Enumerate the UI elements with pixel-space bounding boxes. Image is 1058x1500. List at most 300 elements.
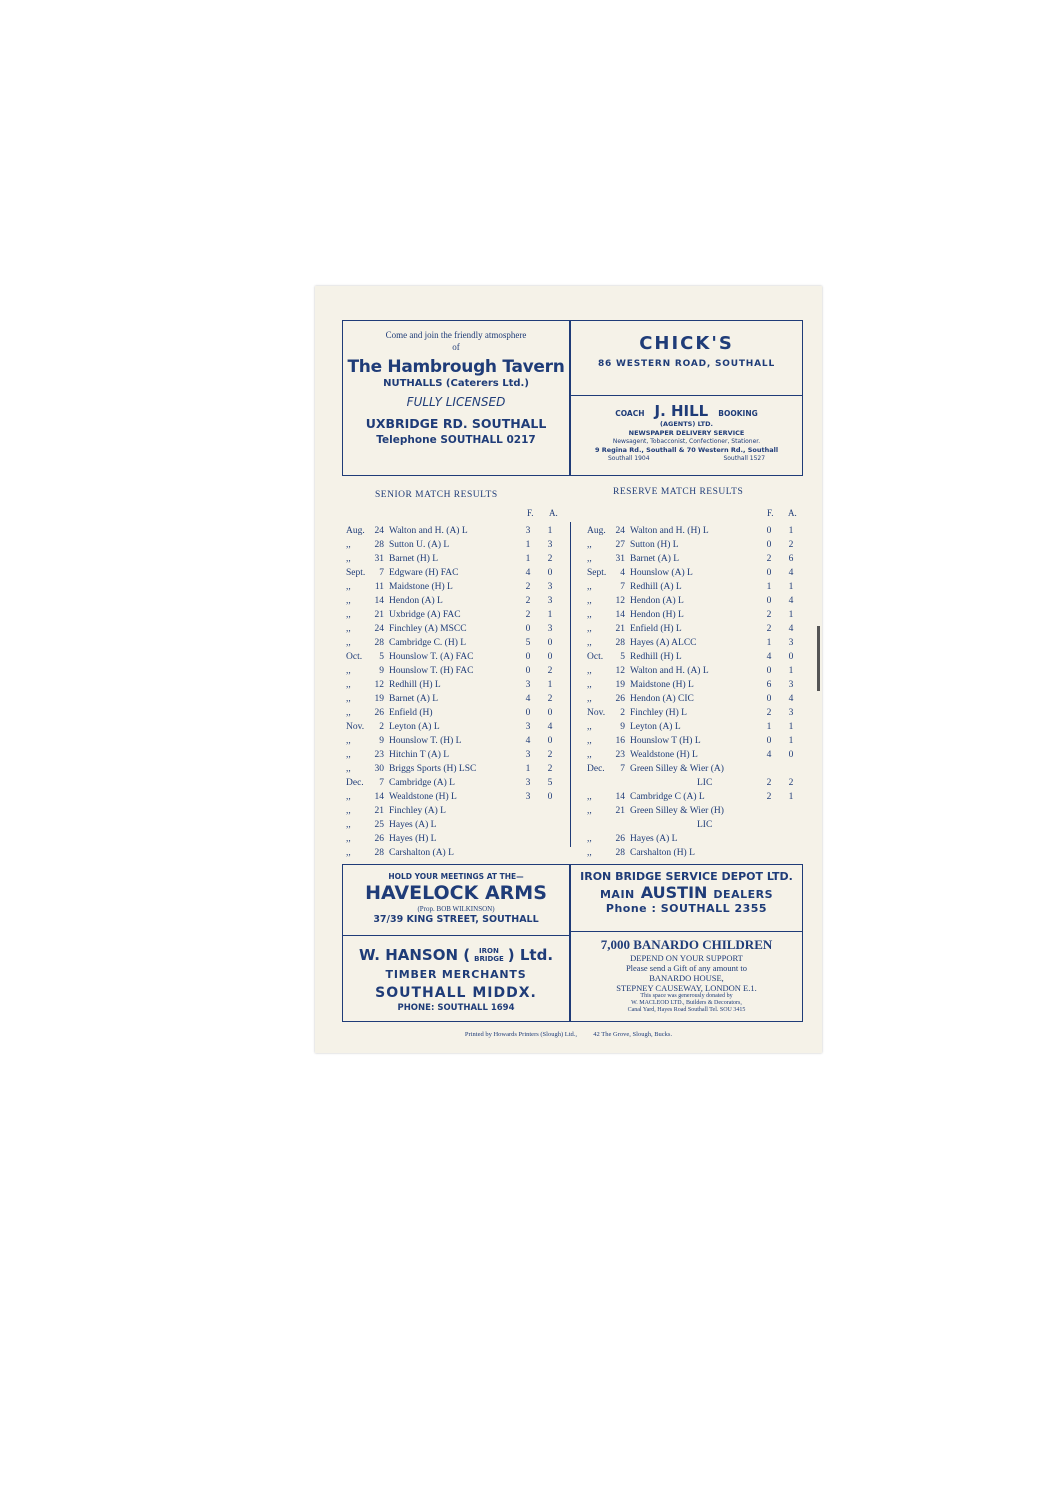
- result-opponent: Barnet (A) L: [630, 554, 680, 564]
- result-opponent: Wealdstone (H) L: [389, 792, 457, 802]
- result-goals-against: 1: [788, 610, 794, 620]
- hill-booking: BOOKING: [718, 409, 758, 418]
- result-goals-against: 0: [547, 792, 553, 802]
- reserve-result-row: [587, 832, 809, 846]
- printer-address: 42 The Grove, Slough, Bucks.: [593, 1031, 673, 1038]
- tavern-intro-line1: Come and join the friendly atmosphere: [385, 330, 527, 340]
- result-goals-against: 2: [547, 694, 553, 704]
- result-opponent: Finchley (A) L: [389, 806, 446, 816]
- tavern-intro: [343, 329, 569, 353]
- result-month: ,,: [587, 694, 592, 704]
- result-goals-against: 2: [547, 554, 553, 564]
- result-goals-against: 3: [788, 638, 794, 648]
- result-month: ,,: [587, 666, 592, 676]
- result-goals-against: 0: [547, 708, 553, 718]
- hill-name: J. HILL: [654, 402, 709, 420]
- result-goals-against: 1: [788, 526, 794, 536]
- result-month: ,,: [587, 834, 592, 844]
- hanson-bridge: BRIDGE: [474, 955, 504, 963]
- senior-f-header: F.: [527, 508, 534, 518]
- page-fold-mark: [817, 626, 820, 691]
- hanson-trade: TIMBER MERCHANTS: [385, 968, 527, 981]
- reserve-result-row: [587, 790, 809, 804]
- result-day: 14: [615, 610, 625, 620]
- banardo-line4: STEPNEY CAUSEWAY, LONDON E.1.: [616, 983, 757, 993]
- reserve-result-row: [587, 692, 809, 706]
- printer-name: Printed by Howards Printers (Slough) Ltd.,: [464, 1031, 578, 1038]
- result-goals-against: 6: [788, 554, 794, 564]
- result-day: 12: [615, 666, 625, 676]
- result-month: ,,: [346, 680, 351, 690]
- result-goals-against: 1: [788, 582, 794, 592]
- result-opponent: Briggs Sports (H) LSC: [389, 764, 477, 774]
- result-day: 7: [620, 582, 625, 592]
- result-opponent: Barnet (H) L: [389, 554, 439, 564]
- senior-result-row: [346, 636, 568, 650]
- result-day: 28: [615, 638, 625, 648]
- reserve-result-row: [587, 650, 809, 664]
- reserve-result-row: [587, 804, 809, 818]
- result-month: ,,: [587, 722, 592, 732]
- result-goals-for: 2: [525, 610, 531, 620]
- result-month: ,,: [587, 736, 592, 746]
- result-goals-for: 1: [525, 764, 531, 774]
- senior-result-row: [346, 818, 568, 832]
- result-goals-for: 0: [766, 694, 772, 704]
- senior-result-row: [346, 790, 568, 804]
- result-opponent: Walton and H. (A) L: [630, 666, 709, 676]
- result-opponent: Carshalton (H) L: [630, 848, 695, 858]
- result-goals-for: 0: [525, 666, 531, 676]
- havelock-address: 37/39 KING STREET, SOUTHALL: [373, 914, 539, 925]
- result-goals-for: 0: [525, 708, 531, 718]
- result-opponent: Wealdstone (H) L: [630, 750, 698, 760]
- reserve-result-row: [587, 566, 809, 580]
- result-day: 5: [379, 652, 384, 662]
- result-opponent: Cambridge C (A) L: [630, 792, 705, 802]
- result-day: 31: [615, 554, 625, 564]
- result-opponent: Hayes (A) ALCC: [630, 638, 697, 648]
- result-opponent: Leyton (A) L: [389, 722, 440, 732]
- reserve-result-row: [587, 622, 809, 636]
- hill-coach: COACH: [615, 409, 645, 418]
- senior-result-row: [346, 720, 568, 734]
- result-month: ,,: [587, 554, 592, 564]
- result-month: Aug.: [346, 526, 365, 536]
- result-goals-against: 4: [788, 596, 794, 606]
- reserve-a-header: A.: [788, 508, 797, 518]
- reserve-result-row: [587, 636, 809, 650]
- reserve-result-row: [587, 734, 809, 748]
- tavern-address: UXBRIDGE RD. SOUTHALL: [365, 416, 547, 431]
- result-goals-against: 3: [547, 582, 553, 592]
- banardo-small1: This space was generously donated by: [640, 993, 733, 999]
- result-month: Oct.: [346, 652, 363, 662]
- result-month: ,,: [346, 694, 351, 704]
- result-continuation: LIC: [697, 820, 713, 830]
- havelock-prop: (Prop. BOB WILKINSON): [417, 905, 495, 913]
- result-day: 24: [615, 526, 625, 536]
- senior-result-row: [346, 608, 568, 622]
- result-day: 24: [374, 526, 384, 536]
- result-goals-for: 1: [766, 638, 772, 648]
- senior-result-row: [346, 664, 568, 678]
- result-month: ,,: [346, 806, 351, 816]
- result-month: ,,: [587, 680, 592, 690]
- iron-bridge-name: IRON BRIDGE SERVICE DEPOT LTD.: [580, 870, 793, 883]
- result-day: 2: [379, 722, 384, 732]
- result-continuation: LIC: [697, 778, 713, 788]
- result-month: ,,: [587, 624, 592, 634]
- chicks-address: 86 WESTERN ROAD, SOUTHALL: [598, 359, 775, 369]
- result-goals-for: 6: [766, 680, 772, 690]
- senior-result-row: [346, 678, 568, 692]
- result-month: Sept.: [587, 568, 607, 578]
- result-day: 2: [620, 708, 625, 718]
- result-day: 21: [615, 806, 625, 816]
- austin-main: MAIN: [599, 888, 635, 901]
- result-opponent: Cambridge (A) L: [389, 778, 455, 788]
- result-day: 14: [374, 596, 384, 606]
- result-month: ,,: [346, 708, 351, 718]
- banardo-line2: Please send a Gift of any amount to: [625, 963, 748, 973]
- tavern-caterer: NUTHALLS (Caterers Ltd.): [383, 378, 529, 389]
- senior-result-row: [346, 692, 568, 706]
- result-month: Nov.: [346, 722, 365, 732]
- result-goals-against: 2: [788, 540, 794, 550]
- hill-trades: Newsagent, Tobacconist, Confectioner, Stationer.: [612, 438, 761, 445]
- result-goals-against: 0: [547, 652, 553, 662]
- chicks-name: CHICK'S: [639, 333, 734, 354]
- hill-phone-2: Southall 1527: [723, 455, 766, 462]
- result-goals-for: 5: [525, 638, 531, 648]
- reserve-result-row: [587, 552, 809, 566]
- result-day: 5: [620, 652, 625, 662]
- result-month: ,,: [346, 540, 351, 550]
- result-day: 9: [620, 722, 625, 732]
- result-opponent: Redhill (A) L: [630, 582, 682, 592]
- result-day: 7: [379, 778, 384, 788]
- result-goals-for: 3: [525, 680, 531, 690]
- hanson-town: SOUTHALL MIDDX.: [375, 985, 537, 1001]
- result-goals-for: 0: [766, 540, 772, 550]
- result-day: 26: [374, 708, 384, 718]
- result-month: ,,: [587, 540, 592, 550]
- result-day: 9: [379, 666, 384, 676]
- senior-result-row: [346, 650, 568, 664]
- result-goals-against: 1: [788, 736, 794, 746]
- result-goals-for: 1: [766, 722, 772, 732]
- result-goals-against: 1: [788, 722, 794, 732]
- result-month: Nov.: [587, 708, 606, 718]
- senior-result-row: [346, 804, 568, 818]
- result-month: ,,: [346, 582, 351, 592]
- result-opponent: Hayes (A) L: [630, 834, 678, 844]
- j-hill-ad: [570, 395, 803, 476]
- iron-bridge-phone: Phone : SOUTHALL 2355: [605, 902, 768, 915]
- reserve-result-row: [587, 538, 809, 552]
- result-goals-against: 2: [788, 778, 794, 788]
- havelock-name: HAVELOCK ARMS: [365, 882, 547, 904]
- result-day: 21: [615, 624, 625, 634]
- reserve-result-row: [587, 580, 809, 594]
- result-opponent: Edgware (H) FAC: [389, 568, 459, 578]
- senior-results-title: SENIOR MATCH RESULTS: [375, 490, 498, 500]
- result-goals-for: 2: [525, 596, 531, 606]
- result-opponent: Hayes (H) L: [389, 834, 437, 844]
- result-day: 14: [374, 792, 384, 802]
- result-day: 26: [615, 694, 625, 704]
- result-opponent: Sutton (H) L: [630, 540, 679, 550]
- result-day: 26: [374, 834, 384, 844]
- result-month: ,,: [587, 610, 592, 620]
- result-day: 7: [379, 568, 384, 578]
- result-day: 23: [615, 750, 625, 760]
- result-goals-for: 0: [525, 624, 531, 634]
- result-goals-for: 0: [766, 596, 772, 606]
- result-opponent: Sutton U. (A) L: [389, 540, 450, 550]
- result-opponent: Redhill (H) L: [630, 652, 682, 662]
- result-day: 28: [374, 848, 384, 858]
- reserve-result-row: [587, 720, 809, 734]
- reserve-result-row: [587, 846, 809, 860]
- result-month: ,,: [346, 596, 351, 606]
- reserve-f-header: F.: [767, 508, 774, 518]
- senior-result-row: [346, 524, 568, 538]
- result-goals-for: 3: [525, 722, 531, 732]
- senior-results-list: [346, 524, 568, 860]
- senior-result-row: [346, 706, 568, 720]
- austin-dealers: DEALERS: [713, 888, 773, 901]
- iron-bridge-ad: [570, 864, 803, 932]
- result-month: ,,: [346, 764, 351, 774]
- result-month: ,,: [587, 750, 592, 760]
- result-goals-against: 0: [788, 652, 794, 662]
- result-goals-against: 2: [547, 764, 553, 774]
- result-goals-against: 3: [788, 708, 794, 718]
- result-month: ,,: [346, 610, 351, 620]
- banardo-line1: DEPEND ON YOUR SUPPORT: [630, 953, 743, 963]
- result-day: 23: [374, 750, 384, 760]
- result-goals-against: 1: [547, 680, 553, 690]
- result-opponent: Cambridge C. (H) L: [389, 638, 467, 648]
- banardo-ad: [570, 931, 803, 1022]
- senior-result-row: [346, 594, 568, 608]
- result-goals-for: 0: [766, 736, 772, 746]
- result-goals-for: 1: [525, 540, 531, 550]
- result-opponent: Green Silley & Wier (H): [630, 806, 724, 816]
- reserve-result-row: [587, 762, 809, 776]
- banardo-small3: Canal Yard, Hayes Road Southall Tel. SOU 3415: [627, 1007, 746, 1013]
- result-goals-for: 2: [766, 792, 772, 802]
- hill-agents: (AGENTS) LTD.: [660, 420, 713, 428]
- result-goals-for: 3: [525, 792, 531, 802]
- austin-row: [571, 883, 802, 902]
- result-month: Oct.: [587, 652, 604, 662]
- reserve-results-list: [587, 524, 809, 860]
- result-goals-against: 0: [547, 736, 553, 746]
- hanson-iron-bridge: [474, 947, 504, 963]
- result-opponent: Hounslow T (H) L: [630, 736, 701, 746]
- result-month: ,,: [587, 806, 592, 816]
- result-goals-for: 0: [766, 526, 772, 536]
- result-goals-for: 4: [525, 736, 531, 746]
- reserve-result-row: [587, 706, 809, 720]
- result-day: 19: [374, 694, 384, 704]
- result-goals-for: 4: [525, 568, 531, 578]
- result-day: 12: [615, 596, 625, 606]
- result-month: ,,: [346, 792, 351, 802]
- result-day: 7: [620, 764, 625, 774]
- reserve-result-row: [587, 818, 809, 832]
- programme-page: [315, 286, 822, 1053]
- result-day: 21: [374, 806, 384, 816]
- result-month: ,,: [346, 750, 351, 760]
- result-month: ,,: [346, 834, 351, 844]
- result-day: 28: [374, 540, 384, 550]
- hanson-phone: PHONE: SOUTHALL 1694: [397, 1003, 515, 1013]
- result-goals-against: 3: [788, 680, 794, 690]
- results-divider: [570, 522, 571, 847]
- result-goals-for: 1: [525, 554, 531, 564]
- result-month: ,,: [587, 848, 592, 858]
- result-goals-against: 2: [547, 666, 553, 676]
- austin-brand: AUSTIN: [640, 883, 708, 902]
- result-opponent: Hendon (A) CIC: [630, 694, 694, 704]
- result-goals-against: 5: [547, 778, 553, 788]
- tavern-intro-line2: of: [452, 342, 460, 352]
- result-goals-against: 3: [547, 540, 553, 550]
- result-goals-against: 4: [547, 722, 553, 732]
- result-goals-against: 1: [788, 792, 794, 802]
- result-day: 12: [374, 680, 384, 690]
- result-day: 14: [615, 792, 625, 802]
- result-opponent: Hitchin T (A) L: [389, 750, 450, 760]
- reserve-result-row: [587, 748, 809, 762]
- printer-footer: [315, 1031, 822, 1038]
- result-opponent: Hendon (A) L: [630, 596, 684, 606]
- senior-result-row: [346, 832, 568, 846]
- hill-phone-1: Southall 1904: [607, 455, 650, 462]
- result-day: 4: [620, 568, 625, 578]
- result-goals-for: 0: [766, 568, 772, 578]
- result-opponent: Leyton (A) L: [630, 722, 681, 732]
- result-day: 9: [379, 736, 384, 746]
- result-day: 31: [374, 554, 384, 564]
- result-goals-for: 4: [766, 652, 772, 662]
- result-opponent: Uxbridge (A) FAC: [389, 610, 461, 620]
- havelock-top: HOLD YOUR MEETINGS AT THE—: [388, 872, 524, 881]
- result-opponent: Walton and H. (H) L: [630, 526, 709, 536]
- result-opponent: Finchley (H) L: [630, 708, 687, 718]
- reserve-result-row: [587, 524, 809, 538]
- senior-result-row: [346, 538, 568, 552]
- senior-result-row: [346, 566, 568, 580]
- result-opponent: Barnet (A) L: [389, 694, 439, 704]
- banardo-line3: BANARDO HOUSE,: [649, 973, 724, 983]
- result-goals-for: 2: [766, 778, 772, 788]
- result-opponent: Enfield (H) L: [630, 624, 682, 634]
- result-goals-for: 2: [766, 610, 772, 620]
- havelock-arms-ad: [342, 864, 570, 936]
- result-goals-against: 1: [547, 610, 553, 620]
- result-goals-against: 3: [547, 596, 553, 606]
- result-month: ,,: [346, 736, 351, 746]
- result-month: ,,: [587, 582, 592, 592]
- result-month: ,,: [587, 596, 592, 606]
- hanson-iron: IRON: [479, 947, 499, 955]
- result-opponent: Hayes (A) L: [389, 820, 437, 830]
- result-goals-for: 3: [525, 778, 531, 788]
- tavern-telephone: Telephone SOUTHALL 0217: [376, 434, 536, 446]
- senior-a-header: A.: [549, 508, 558, 518]
- result-goals-against: 4: [788, 694, 794, 704]
- result-opponent: Hounslow T. (A) FAC: [389, 652, 474, 662]
- result-goals-against: 0: [547, 638, 553, 648]
- result-goals-against: 3: [547, 624, 553, 634]
- result-month: Aug.: [587, 526, 606, 536]
- result-month: ,,: [346, 624, 351, 634]
- result-day: 24: [374, 624, 384, 634]
- hill-addresses: 9 Regina Rd., Southall & 70 Western Rd., Southall: [594, 446, 779, 454]
- senior-result-row: [346, 734, 568, 748]
- hambrough-tavern-ad: [342, 320, 570, 476]
- result-opponent: Hendon (A) L: [389, 596, 443, 606]
- result-opponent: Hounslow T. (H) L: [389, 736, 462, 746]
- result-opponent: Walton and H. (A) L: [389, 526, 468, 536]
- reserve-results-title: RESERVE MATCH RESULTS: [613, 487, 744, 497]
- result-goals-for: 2: [525, 582, 531, 592]
- w-hanson-ad: [342, 935, 570, 1022]
- result-goals-for: 0: [766, 666, 772, 676]
- result-goals-against: 2: [547, 750, 553, 760]
- result-goals-for: 2: [766, 624, 772, 634]
- result-month: ,,: [587, 792, 592, 802]
- result-month: Sept.: [346, 568, 366, 578]
- reserve-result-row: [587, 594, 809, 608]
- senior-result-row: [346, 762, 568, 776]
- reserve-result-row: [587, 678, 809, 692]
- tavern-licensed: FULLY LICENSED: [406, 395, 506, 409]
- result-day: 28: [615, 848, 625, 858]
- result-opponent: Finchley (A) MSCC: [389, 624, 467, 634]
- result-goals-against: 4: [788, 568, 794, 578]
- result-goals-for: 1: [766, 582, 772, 592]
- hanson-name-1: W. HANSON (: [358, 946, 471, 964]
- result-goals-for: 2: [766, 708, 772, 718]
- result-goals-for: 4: [766, 750, 772, 760]
- result-month: Dec.: [346, 778, 364, 788]
- result-goals-against: 4: [788, 624, 794, 634]
- result-month: ,,: [346, 820, 351, 830]
- result-month: Dec.: [587, 764, 605, 774]
- hanson-name: [343, 946, 569, 964]
- result-day: 25: [374, 820, 384, 830]
- reserve-result-row: [587, 664, 809, 678]
- senior-result-row: [346, 580, 568, 594]
- result-goals-for: 0: [525, 652, 531, 662]
- result-goals-against: 1: [788, 666, 794, 676]
- result-day: 27: [615, 540, 625, 550]
- result-goals-for: 2: [766, 554, 772, 564]
- result-opponent: Maidstone (H) L: [630, 680, 694, 690]
- senior-result-row: [346, 846, 568, 860]
- result-goals-for: 3: [525, 750, 531, 760]
- result-opponent: Hendon (H) L: [630, 610, 684, 620]
- hill-title-row: [571, 402, 802, 420]
- chicks-ad: [570, 320, 803, 396]
- senior-result-row: [346, 748, 568, 762]
